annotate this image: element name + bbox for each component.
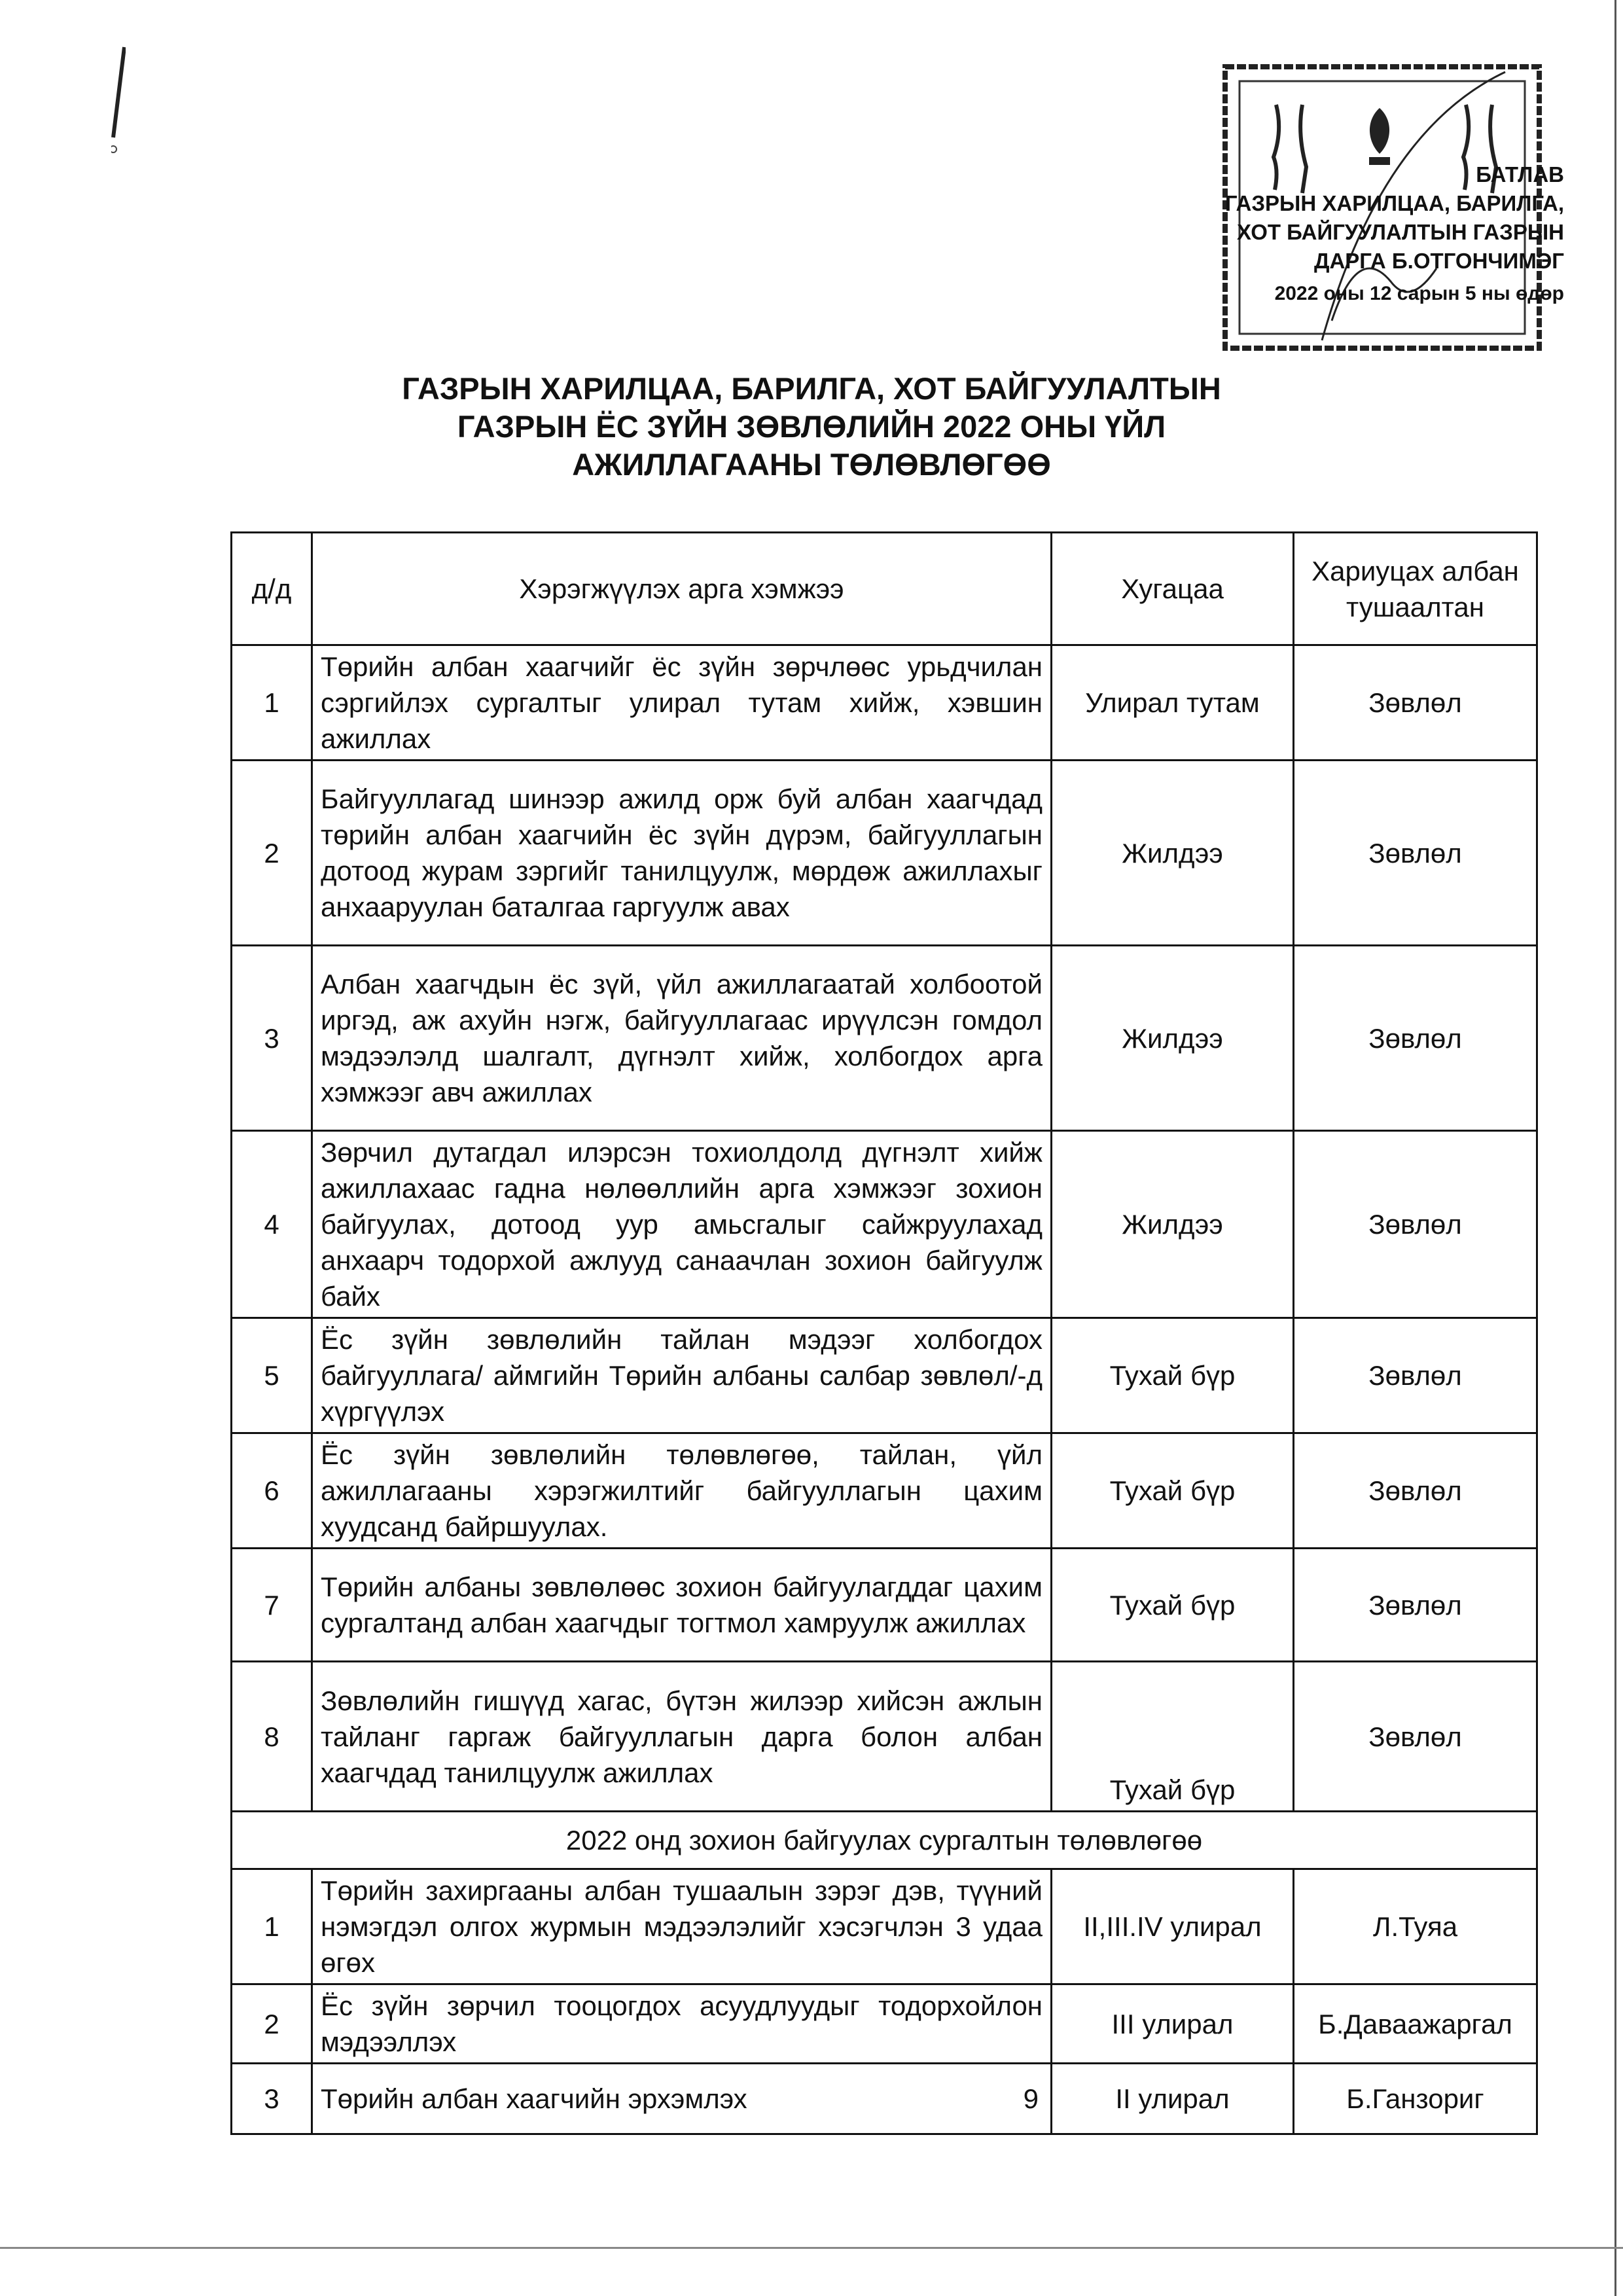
row-deadline: Жилдээ bbox=[1052, 761, 1294, 946]
title-line: ГАЗРЫН ЁС ЗҮЙН ЗӨВЛӨЛИЙН 2022 ОНЫ ҮЙЛ bbox=[457, 409, 1166, 444]
title-line: АЖИЛЛАГААНЫ ТӨЛӨВЛӨГӨӨ bbox=[572, 447, 1051, 482]
row-responsible: Зөвлөл bbox=[1294, 1318, 1537, 1433]
table-row bbox=[232, 946, 1537, 1131]
row-responsible: Б.Ганзориг bbox=[1294, 2064, 1537, 2134]
row-num: 3 bbox=[232, 946, 312, 1131]
pen-mark bbox=[111, 46, 126, 157]
table-row bbox=[232, 1549, 1537, 1662]
row-deadline: Тухай бүр bbox=[1052, 1662, 1294, 1812]
approval-heading: БАТЛАВ bbox=[1476, 162, 1564, 187]
table-row bbox=[232, 1318, 1537, 1433]
row-num: 8 bbox=[232, 1662, 312, 1812]
section-header-row bbox=[232, 1812, 1537, 1869]
row-deadline: Тухай бүр bbox=[1052, 1318, 1294, 1433]
table-row bbox=[232, 1869, 1537, 1984]
row-num: 1 bbox=[232, 1869, 312, 1984]
row-num: 7 bbox=[232, 1549, 312, 1662]
row-activity: Албан хаагчдын ёс зүй, үйл ажиллагаатай холбоотой иргэд, аж ахуйн нэгж, байгууллагаас ирүүлсэн гомдол мэдээлэлд шалгалт, дүгнэлт хийж, холбогдох арга хэмжээг авч ажиллах bbox=[312, 946, 1052, 1131]
row-responsible: Зөвлөл bbox=[1294, 1433, 1537, 1549]
row-activity: Зөвлөлийн гишүүд хагас, бүтэн жилээр хийсэн ажлын тайланг гаргаж байгууллагын дарга болон албан хаагчдад танилцуулж ажиллах bbox=[312, 1662, 1052, 1812]
row-activity: Ёс зүйн зөрчил тооцогдох асуудлуудыг тодорхойлон мэдээллэх bbox=[312, 1984, 1052, 2064]
table-row bbox=[232, 1984, 1537, 2064]
header-num: д/д bbox=[232, 533, 312, 645]
page-number: 9 bbox=[1023, 2083, 1039, 2114]
section-title: 2022 онд зохион байгуулах сургалтын төлөвлөгөө bbox=[232, 1812, 1537, 1869]
approval-org-cont: ХОТ БАЙГУУЛАЛТЫН ГАЗРЫН bbox=[1237, 220, 1564, 244]
row-responsible: Зөвлөл bbox=[1294, 1662, 1537, 1812]
row-deadline: Тухай бүр bbox=[1052, 1433, 1294, 1549]
table-row bbox=[232, 1433, 1537, 1549]
title-line: ГАЗРЫН ХАРИЛЦАА, БАРИЛГА, ХОТ БАЙГУУЛАЛТЫН bbox=[402, 371, 1221, 406]
row-activity: Төрийн захиргааны албан тушаалын зэрэг дэв, түүний нэмэгдэл олгох журмын мэдээлэлийг хэсэгчлэн 3 удаа өгөх bbox=[312, 1869, 1052, 1984]
row-num: 6 bbox=[232, 1433, 312, 1549]
row-responsible: Зөвлөл bbox=[1294, 645, 1537, 761]
row-num: 3 bbox=[232, 2064, 312, 2134]
row-deadline: II улирал bbox=[1052, 2064, 1294, 2134]
row-deadline: II,III.IV улирал bbox=[1052, 1869, 1294, 1984]
row-deadline: III улирал bbox=[1052, 1984, 1294, 2064]
row-num: 2 bbox=[232, 761, 312, 946]
row-num: 5 bbox=[232, 1318, 312, 1433]
row-deadline: Тухай бүр bbox=[1052, 1549, 1294, 1662]
row-activity: Ёс зүйн зөвлөлийн тайлан мэдээг холбогдох байгууллага/ аймгийн Төрийн албаны салбар зөвлөл/-д хүргүүлэх bbox=[312, 1318, 1052, 1433]
header-activity: Хэрэгжүүлэх арга хэмжээ bbox=[312, 533, 1052, 645]
header-deadline: Хугацаа bbox=[1052, 533, 1294, 645]
row-responsible: Зөвлөл bbox=[1294, 761, 1537, 946]
table-row bbox=[232, 2064, 1537, 2134]
row-num: 4 bbox=[232, 1131, 312, 1318]
row-deadline: Жилдээ bbox=[1052, 1131, 1294, 1318]
row-responsible: Зөвлөл bbox=[1294, 1131, 1537, 1318]
header-responsible: Хариуцах албан тушаалтан bbox=[1294, 533, 1537, 645]
row-activity-cell bbox=[312, 2064, 1052, 2134]
row-deadline: Жилдээ bbox=[1052, 946, 1294, 1131]
approval-org: ГАЗРЫН ХАРИЛЦАА, БАРИЛГА, bbox=[1224, 191, 1564, 215]
row-responsible: Зөвлөл bbox=[1294, 946, 1537, 1131]
row-activity: Байгууллагад шинээр ажилд орж буй албан хаагчдад төрийн албан хаагчийн ёс зүйн дүрэм, байгууллагын дотоод журам зэргийг танилцуулж, мөрдөж ажиллахыг анхааруулан баталгаа гаргуулж авах bbox=[312, 761, 1052, 946]
approval-date: 2022 оны 12 сарын 5 ны өдөр bbox=[1274, 283, 1564, 304]
row-num: 2 bbox=[232, 1984, 312, 2064]
row-responsible: Б.Даваажаргал bbox=[1294, 1984, 1537, 2064]
row-responsible: Л.Туяа bbox=[1294, 1869, 1537, 1984]
table-row bbox=[232, 1662, 1537, 1812]
approval-block bbox=[1171, 160, 1564, 308]
table-header-row bbox=[232, 533, 1537, 645]
scan-edge bbox=[0, 2247, 1623, 2249]
table-row bbox=[232, 761, 1537, 946]
scan-edge bbox=[1614, 0, 1616, 2296]
row-activity: Төрийн албан хаагчийн эрхэмлэх bbox=[321, 2083, 747, 2114]
document-title bbox=[0, 370, 1623, 484]
row-activity: Төрийн албан хаагчийг ёс зүйн зөрчлөөс урьдчилан сэргийлэх сургалтыг улирал тутам хийж, хэвшин ажиллах bbox=[312, 645, 1052, 761]
table-row bbox=[232, 645, 1537, 761]
approval-signatory: ДАРГА Б.ОТГОНЧИМЭГ bbox=[1313, 249, 1564, 273]
table-row bbox=[232, 1131, 1537, 1318]
row-activity: Ёс зүйн зөвлөлийн төлөвлөгөө, тайлан, үйл ажиллагааны хэрэгжилтийг байгууллагын цахим хуудсанд байршуулах. bbox=[312, 1433, 1052, 1549]
row-responsible: Зөвлөл bbox=[1294, 1549, 1537, 1662]
row-deadline: Улирал тутам bbox=[1052, 645, 1294, 761]
row-activity: Зөрчил дутагдал илэрсэн тохиолдолд дүгнэлт хийж ажиллахаас гадна нөлөөллийн арга хэмжээг зохион байгуулах, дотоод уур амьсгалыг сайжруулахад анхаарч тодорхой ажлууд санаачлан зохион байгуулж байх bbox=[312, 1131, 1052, 1318]
plan-table bbox=[230, 531, 1538, 2135]
row-num: 1 bbox=[232, 645, 312, 761]
row-activity: Төрийн албаны зөвлөлөөс зохион байгуулагддаг цахим сургалтанд албан хаагчдыг тогтмол хамруулж ажиллах bbox=[312, 1549, 1052, 1662]
